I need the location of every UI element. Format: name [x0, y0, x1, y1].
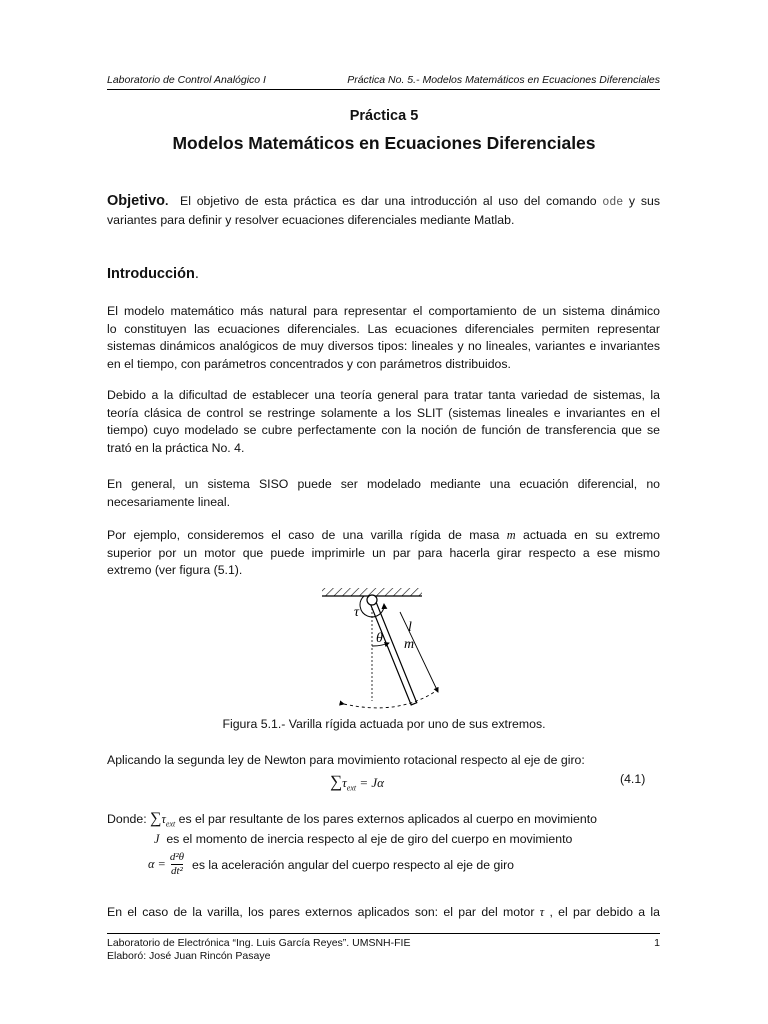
l-label: l [408, 620, 412, 635]
intro-p4-a: Por ejemplo, consideremos el caso de una varilla rígida de masa [107, 528, 500, 542]
theta-label: θ [376, 631, 383, 646]
alpha-symbol: α = [148, 857, 166, 871]
donde-label: Donde: [107, 812, 147, 826]
objective-label: Objetivo [107, 193, 166, 209]
intro-p4-line: superior por un motor que puede imprimirle un par para hacerla girar respecto a ese mismo [107, 545, 660, 560]
footer-line-1 [107, 937, 660, 949]
newton-paragraph [107, 752, 660, 770]
practice-number: Práctica 5 [349, 108, 419, 124]
intro-p1-line: en el tiempo, con parámetros concentrados y con parámetros distribuidos. [107, 356, 511, 371]
donde-item-1-text: es el par resultante de los pares externos aplicados al cuerpo en movimiento [178, 812, 597, 826]
ode-command: ode [602, 196, 624, 209]
donde-item-3-text: es la aceleración angular del cuerpo respecto al eje de giro [192, 857, 515, 872]
equation-4-1 [330, 772, 384, 793]
equation-number: (4.1) [620, 772, 646, 786]
footer-rule [107, 933, 660, 934]
objective-line-2: variantes para definir y resolver ecuaciones diferenciales mediante Matlab. [107, 212, 515, 227]
tau-label: τ [354, 605, 360, 620]
intro-p1-line: sistemas dinámicos analógicos de muy diversos tipos: lineales y no lineales, variantes e invariantes [107, 339, 660, 353]
objective-text-1: El objetivo de esta práctica es dar una introducción al uso del comando [180, 194, 597, 208]
intro-paragraph-4 [107, 527, 660, 580]
intro-p1-line: lo constituyen las ecuaciones diferenciales. Las ecuaciones diferenciales permiten representar [107, 321, 660, 336]
intro-p2-line: tiempo) cuyo modelado se cubre perfectamente con la noción de función de transferencia que se [107, 423, 660, 437]
intro-p4-line: extremo (ver figura (5.1). [107, 563, 243, 577]
page-number: 1 [654, 937, 660, 949]
rod-figure [318, 586, 490, 716]
ext-subscript: ext [346, 783, 357, 793]
mass-symbol: m [506, 528, 516, 542]
donde-item-2-text: es el momento de inercia respecto al eje de giro del cuerpo en movimiento [166, 832, 573, 846]
intro-heading [107, 266, 199, 282]
footer-lab: Laboratorio de Electrónica “Ing. Luis García Reyes”. UMSNH-FIE [107, 937, 411, 949]
intro-p2-line: trató en la práctica No. 4. [107, 440, 245, 455]
fraction-numerator: d²θ [169, 851, 185, 863]
objective-dot: . [165, 194, 169, 208]
alpha-fraction [170, 851, 184, 878]
footer-line-2 [107, 950, 660, 962]
donde-item-2 [154, 832, 572, 847]
intro-paragraph-2 [107, 387, 660, 457]
intro-paragraph-1 [107, 303, 660, 373]
header-left: Laboratorio de Control Analógico I [107, 74, 266, 86]
last-text-a: En el caso de la varilla, los pares externos aplicados son: el par del motor [107, 905, 535, 919]
sum-symbol: ∑ [330, 772, 343, 791]
donde-item-3 [148, 851, 514, 878]
sum-symbol: ∑ [150, 810, 162, 827]
objective-text-2: y sus [628, 194, 660, 208]
intro-paragraph-3 [107, 476, 660, 511]
intro-p3-line: necesariamente lineal. [107, 494, 231, 509]
footer-author: Elaboró: José Juan Rincón Pasaye [107, 950, 271, 962]
last-text-b: , el par debido a la [549, 905, 660, 919]
intro-heading-dot: . [194, 266, 199, 282]
figure-caption: Figura 5.1.- Varilla rígida actuada por uno de sus extremos. [222, 717, 546, 731]
header-right: Práctica No. 5.- Modelos Matemáticos en Ecuaciones Diferenciales [347, 74, 660, 86]
intro-p3-line: En general, un sistema SISO puede ser modelado mediante una ecuación diferencial, no [107, 477, 660, 491]
objective-paragraph [107, 193, 660, 229]
running-header [107, 74, 660, 86]
m-label: m [404, 637, 415, 652]
tau-symbol: τ [342, 775, 347, 790]
equation-rhs: = Jα [359, 775, 384, 790]
last-line [107, 904, 660, 922]
donde-item-1 [107, 810, 597, 828]
last-paragraph [107, 904, 660, 922]
inertia-symbol: J [154, 832, 160, 846]
tau-symbol: τ [161, 812, 166, 826]
intro-p1-line: El modelo matemático más natural para representar el comportamiento de un sistema dinámico [107, 304, 660, 318]
objective-line-1 [107, 193, 660, 212]
intro-p4-b: actuada en su extremo [523, 528, 661, 542]
rod-diagram [318, 586, 490, 716]
swing-path [344, 691, 436, 708]
intro-p4-line-1 [107, 527, 660, 545]
intro-p2-line: teoría clásica de control se restringe solamente a los SLIT (sistemas lineales e invariantes en el [107, 405, 660, 420]
header-rule [107, 89, 660, 90]
fraction-denominator: dt² [171, 865, 183, 877]
newton-text: Aplicando la segunda ley de Newton para movimiento rotacional respecto al eje de giro: [107, 753, 585, 767]
intro-heading-text: Introducción [107, 266, 195, 282]
tau-symbol: τ [539, 905, 545, 919]
practice-title: Modelos Matemáticos en Ecuaciones Diferenciales [172, 133, 596, 153]
intro-p2-line: Debido a la dificultad de establecer una teoría general para tratar tanta variedad de sistemas, la [107, 388, 660, 402]
ext-subscript: ext [165, 819, 176, 829]
pivot [367, 595, 377, 605]
